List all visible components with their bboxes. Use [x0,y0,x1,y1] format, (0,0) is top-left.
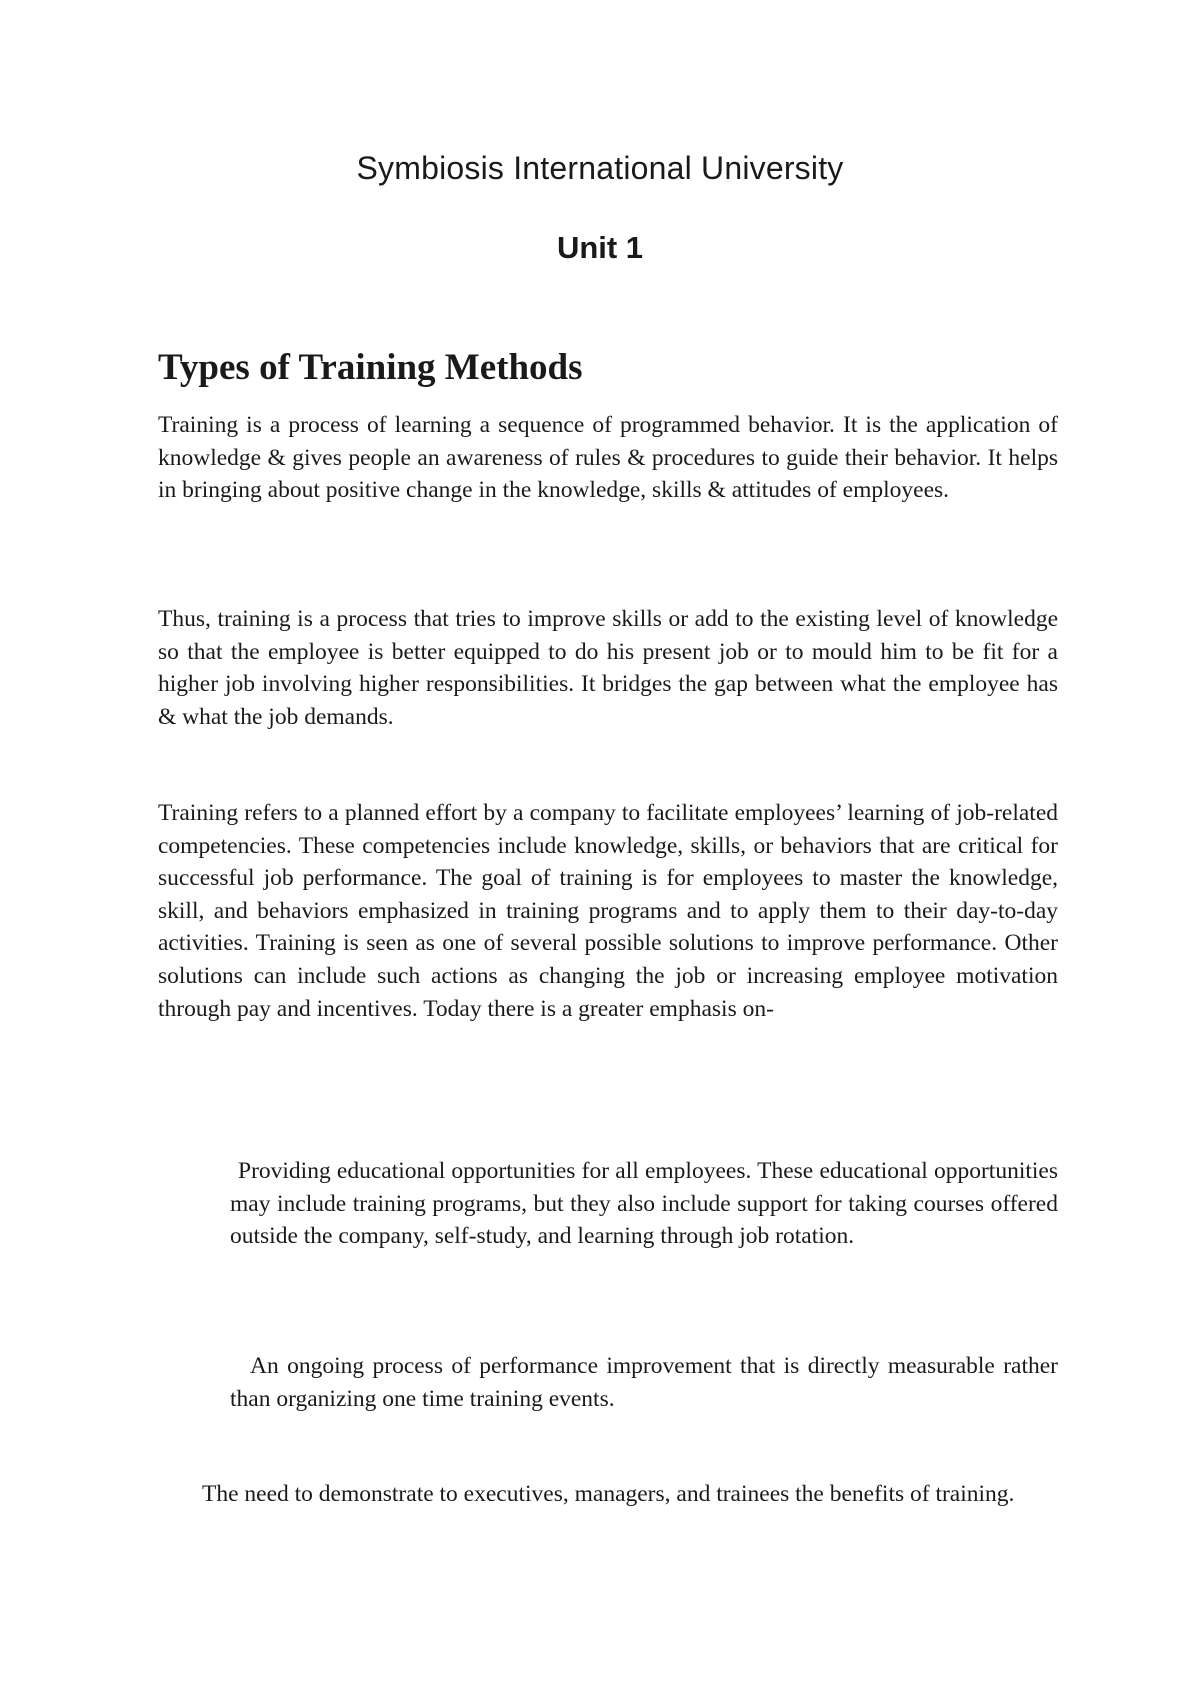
emphasis-point-performance-improvement: An ongoing process of performance improvement that is directly measurable rather than organizing one time training events. [230,1353,1058,1412]
paragraph-demonstrate-benefits: The need to demonstrate to executives, managers, and trainees the benefits of training. [202,1481,1015,1507]
paragraph-training-definition: Training is a process of learning a sequence of programmed behavior. It is the application of knowledge & gives people an awareness of rules & procedures to guide their behavior. It helps in bringing about positive change in the knowledge, skills & attitudes of employees. [158,412,1058,504]
emphasis-point-educational-opportunities: Providing educational opportunities for all employees. These educational opportunities may include training programs, but they also include support for taking courses offered outside the company, self-study, and learning through job rotation. [230,1158,1058,1250]
paragraph-training-effort: Training refers to a planned effort by a company to facilitate employees’ learning of job-related competencies. These competencies include knowledge, skills, or behaviors that are critical for successful job performance. The goal of training is for employees to master the knowledge, skill, and behaviors emphasized in training programs and to apply them to their day-to-day activities. Training is seen as one of several possible solutions to improve performance. Other solutions can include such actions as changing the job or increasing employee motivation through pay and incentives. Today there is a greater emphasis on- [158,800,1058,1022]
paragraph-training-process: Thus, training is a process that tries to improve skills or add to the existing level of knowledge so that the employee is better equipped to do his present job or to mould him to be fit for a higher job involving higher responsibilities. It bridges the gap between what the employee has & what the job demands. [158,606,1058,730]
unit-title: Unit 1 [556,230,644,265]
university-title: Symbiosis International University [356,150,844,186]
section-heading: Types of Training Methods [158,347,583,388]
